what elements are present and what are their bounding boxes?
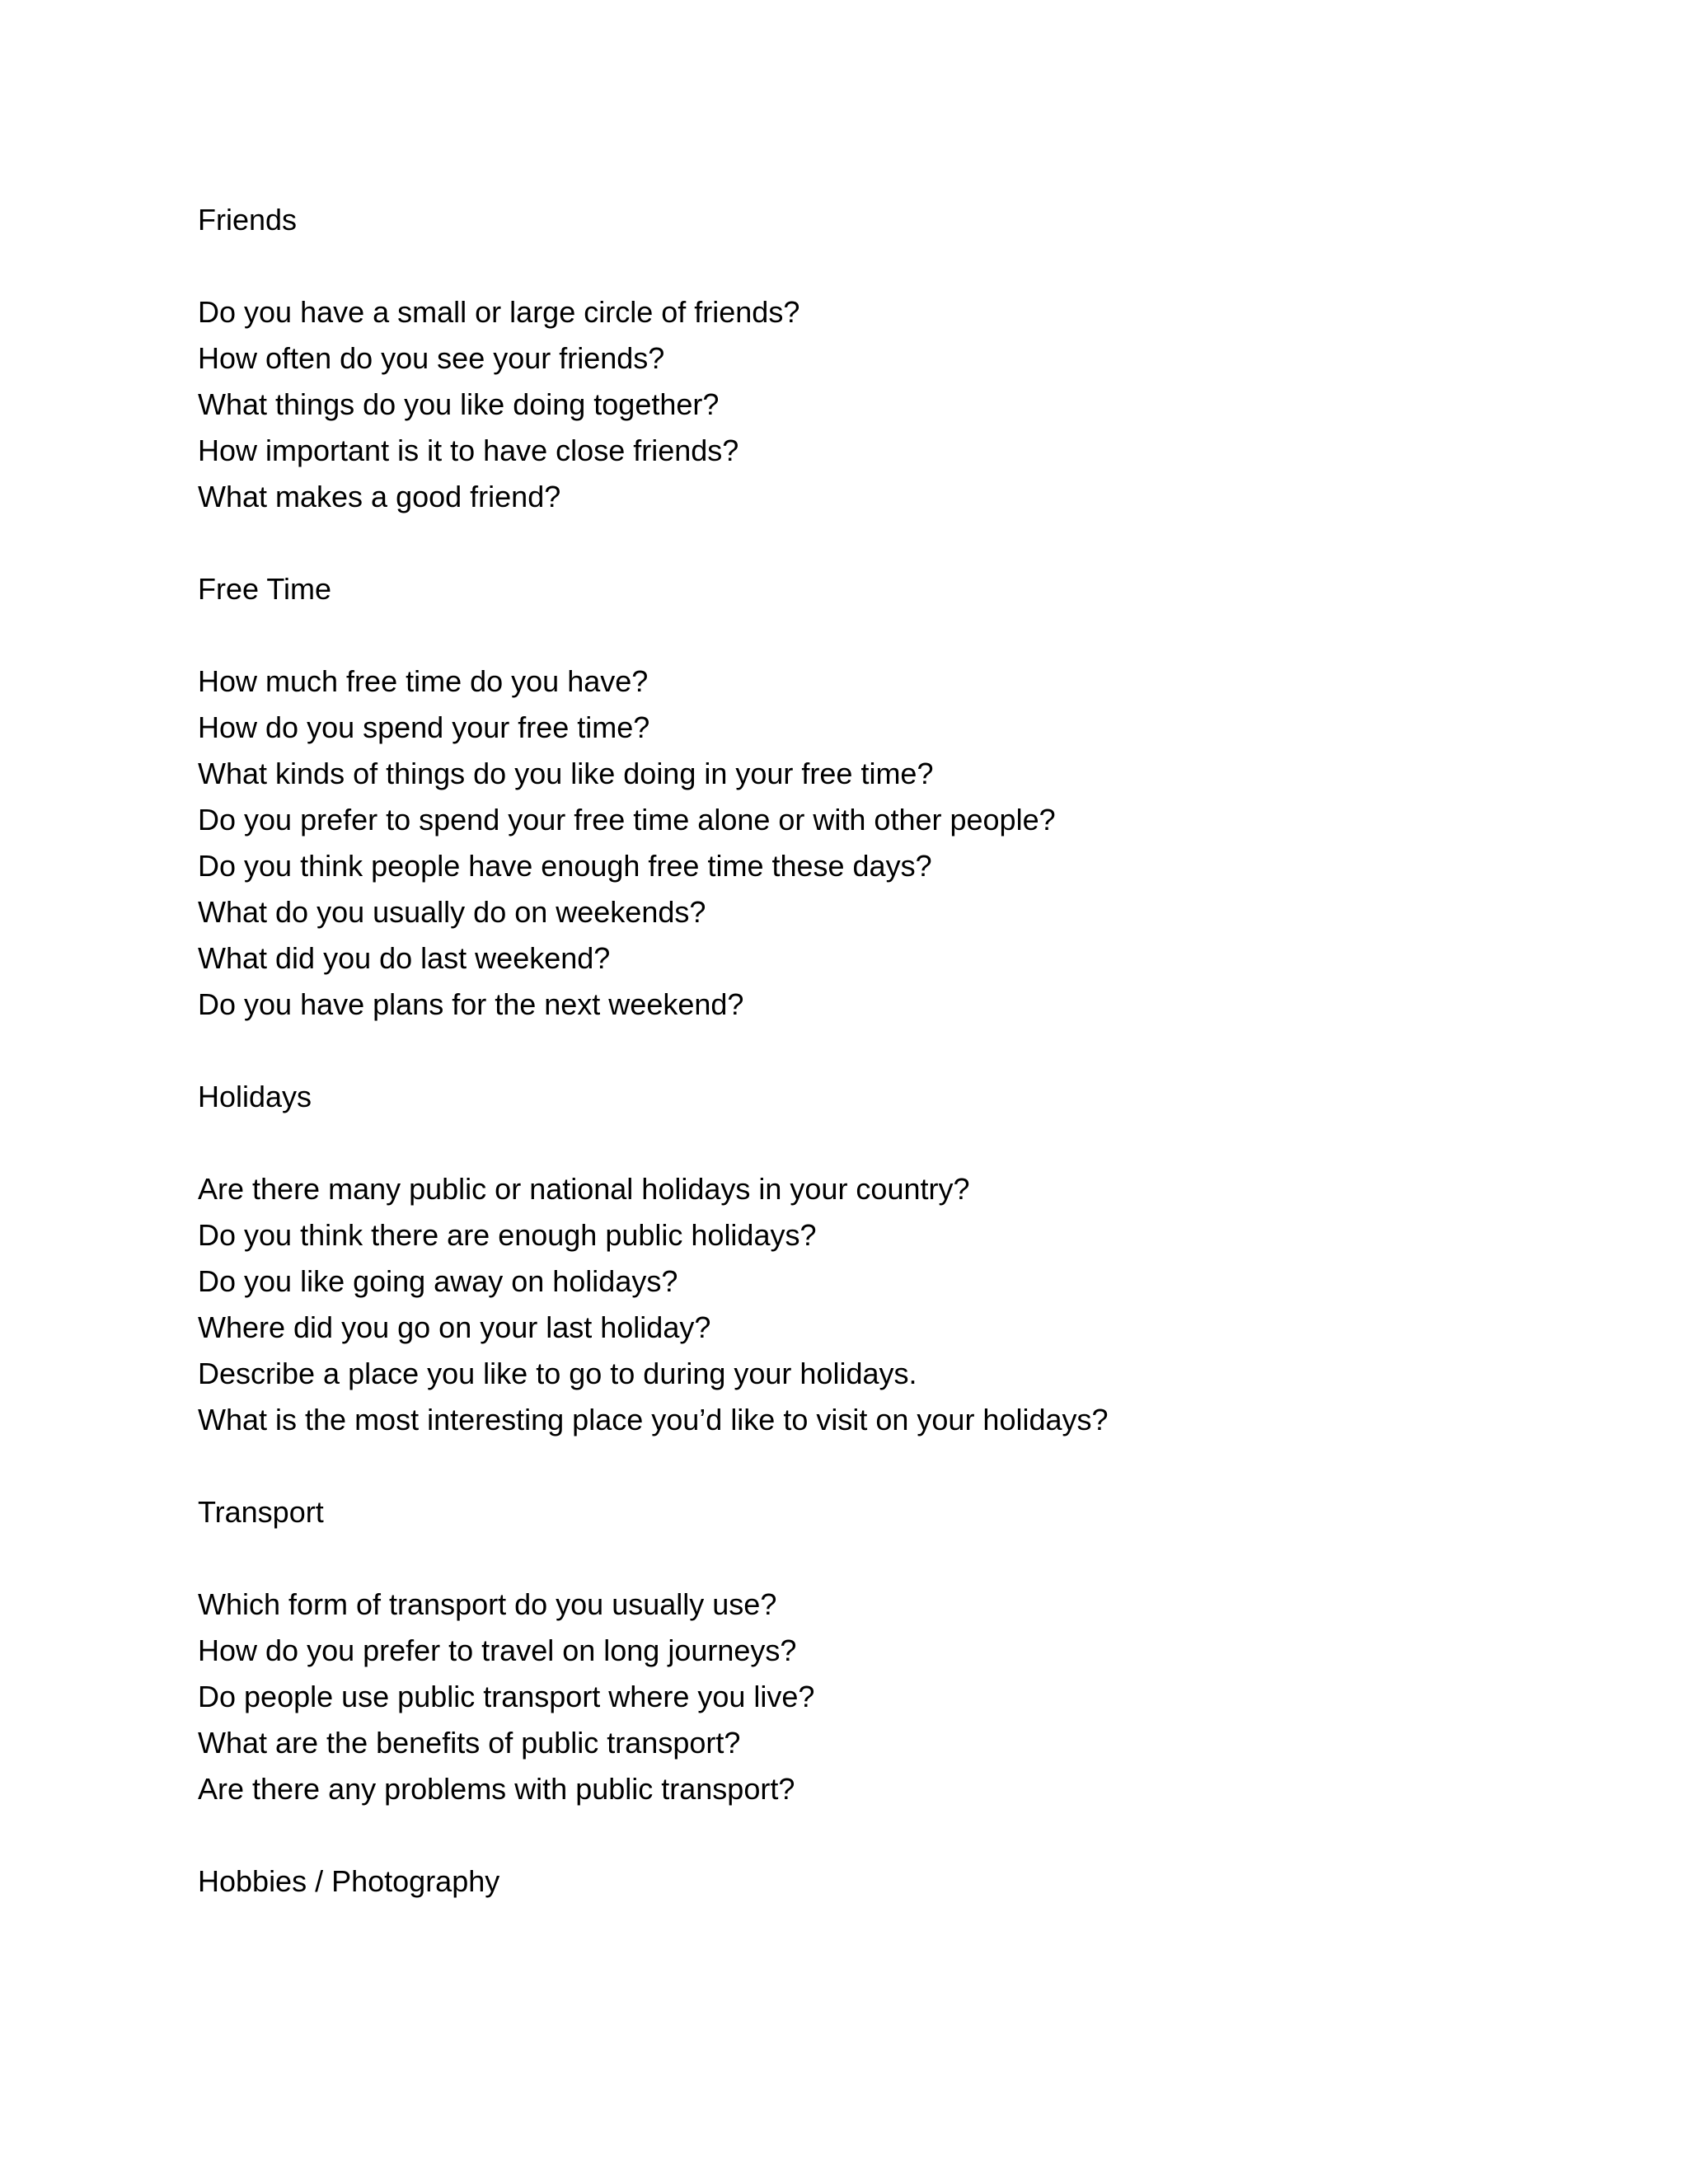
question-item: What did you do last weekend? <box>198 941 611 975</box>
question-item: What is the most interesting place you’d like to visit on your holidays? <box>198 1403 1109 1436</box>
question-item: How do you spend your free time? <box>198 710 650 744</box>
section-transport <box>198 1489 1599 1812</box>
question-item: Which form of transport do you usually use? <box>198 1587 777 1621</box>
question-item: Do you think people have enough free time these days? <box>198 849 932 883</box>
question-item: Do you have plans for the next weekend? <box>198 987 744 1021</box>
question-item: How important is it to have close friends? <box>198 434 739 467</box>
question-item: Where did you go on your last holiday? <box>198 1310 711 1344</box>
question-list <box>198 658 1599 1028</box>
question-item: What makes a good friend? <box>198 480 561 513</box>
question-item: Describe a place you like to go to during your holidays. <box>198 1357 917 1390</box>
question-item: How often do you see your friends? <box>198 341 665 375</box>
question-item: How do you prefer to travel on long journeys? <box>198 1633 797 1667</box>
question-item: Do people use public transport where you live? <box>198 1680 815 1713</box>
section-heading: Hobbies / Photography <box>198 1864 500 1898</box>
section-hobbies-photography <box>198 1858 1599 1905</box>
question-item: What do you usually do on weekends? <box>198 895 706 929</box>
question-list <box>198 1166 1599 1443</box>
question-item: Are there any problems with public transport? <box>198 1772 795 1806</box>
question-item: What kinds of things do you like doing in your free time? <box>198 757 934 790</box>
section-friends <box>198 197 1599 520</box>
question-item: How much free time do you have? <box>198 664 649 698</box>
section-heading: Holidays <box>198 1080 312 1113</box>
section-heading: Transport <box>198 1495 324 1529</box>
question-item: Do you think there are enough public holidays? <box>198 1218 817 1252</box>
section-holidays <box>198 1074 1599 1443</box>
question-item: Are there many public or national holidays in your country? <box>198 1172 970 1206</box>
question-item: What things do you like doing together? <box>198 387 720 421</box>
question-item: Do you like going away on holidays? <box>198 1264 678 1298</box>
question-item: Do you have a small or large circle of friends? <box>198 295 800 329</box>
question-list <box>198 1582 1599 1812</box>
section-heading: Free Time <box>198 572 332 606</box>
question-list <box>198 289 1599 520</box>
section-free-time <box>198 566 1599 1028</box>
question-item: Do you prefer to spend your free time alone or with other people? <box>198 803 1056 837</box>
question-item: What are the benefits of public transport? <box>198 1726 741 1760</box>
document-body <box>198 197 1599 1951</box>
section-heading: Friends <box>198 203 298 237</box>
